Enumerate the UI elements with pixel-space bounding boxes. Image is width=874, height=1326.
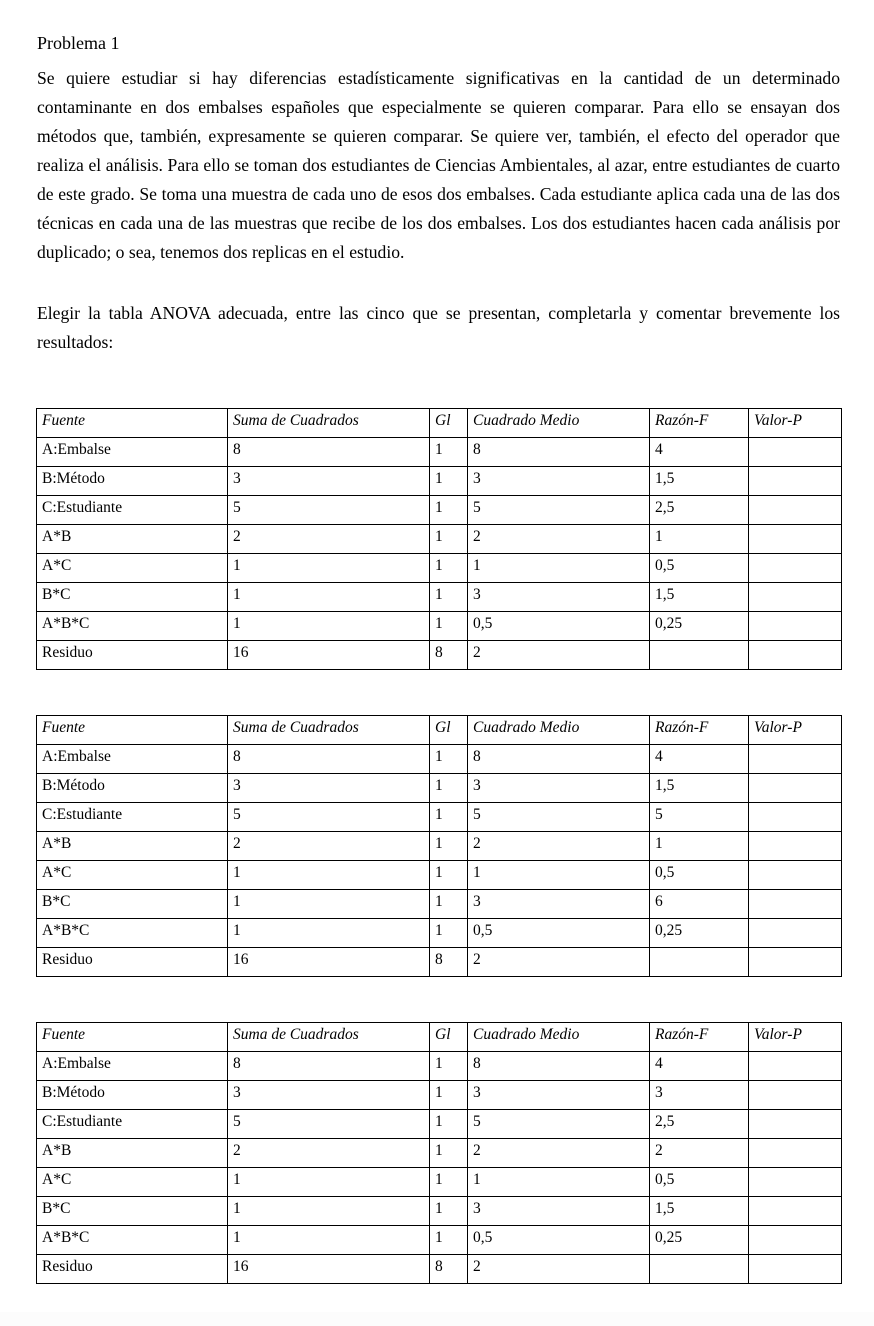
table-cell: 1 [468,554,650,583]
table-cell: 16 [228,1255,430,1284]
table-cell: 1 [430,861,468,890]
table-cell [749,890,842,919]
table-cell: 2 [468,1255,650,1284]
table-cell: 2,5 [650,496,749,525]
table-cell: 1 [430,554,468,583]
table-cell: 0,5 [468,919,650,948]
table-row [37,803,842,832]
table-cell: 1,5 [650,583,749,612]
table-cell: 1 [468,861,650,890]
table-cell [749,525,842,554]
column-header: Gl [430,716,468,745]
task-instruction-paragraph: Elegir la tabla ANOVA adecuada, entre las cinco que se presentan, completarla y comentar brevemente los resultados: [37,303,840,352]
table-row [37,1081,842,1110]
column-header: Razón-F [650,409,749,438]
table-cell: 0,5 [650,861,749,890]
column-header: Gl [430,1023,468,1052]
column-header: Gl [430,409,468,438]
table-cell: 1 [430,774,468,803]
table-cell: 1 [228,583,430,612]
table-cell: 1 [430,1110,468,1139]
table-cell: 1 [228,919,430,948]
table-cell: 1 [228,554,430,583]
table-cell: 1 [430,1226,468,1255]
table-cell: 8 [430,948,468,977]
table-cell: 3 [650,1081,749,1110]
table-row [37,1197,842,1226]
table-cell: 1 [650,832,749,861]
table-cell: 1 [228,861,430,890]
table-row [37,554,842,583]
anova-table-1 [36,408,842,670]
column-header: Fuente [37,716,228,745]
column-header: Fuente [37,1023,228,1052]
column-header: Cuadrado Medio [468,716,650,745]
table-cell [749,832,842,861]
table-cell: 2 [228,832,430,861]
table-cell [749,583,842,612]
table-cell: 3 [468,1081,650,1110]
table-cell: A:Embalse [37,438,228,467]
table-cell: 8 [468,1052,650,1081]
table-cell: 0,5 [468,612,650,641]
table-cell: B*C [37,890,228,919]
table-row [37,1226,842,1255]
table-cell: 1 [430,525,468,554]
table-cell [749,803,842,832]
table-cell: 0,25 [650,612,749,641]
table-cell: 8 [228,438,430,467]
table-cell [650,948,749,977]
table-cell: B:Método [37,774,228,803]
table-cell: 2 [228,525,430,554]
table-cell: 1 [430,438,468,467]
table-cell: 1 [430,612,468,641]
table-cell [749,774,842,803]
table-cell: 5 [650,803,749,832]
table-cell: 1 [430,1168,468,1197]
table-cell: A*B*C [37,919,228,948]
table-cell: 1 [430,803,468,832]
table-cell: 3 [228,774,430,803]
table-cell [650,1255,749,1284]
table-row [37,861,842,890]
table-cell: B:Método [37,1081,228,1110]
table-cell [650,641,749,670]
column-header: Fuente [37,409,228,438]
table-cell: C:Estudiante [37,803,228,832]
table-cell: 2 [468,948,650,977]
table-cell [749,948,842,977]
table-row [37,1139,842,1168]
table-row [37,438,842,467]
table-cell: 2 [468,1139,650,1168]
table-cell: Residuo [37,948,228,977]
table-cell: A*C [37,1168,228,1197]
table-cell [749,496,842,525]
table-cell: 5 [228,1110,430,1139]
table-cell [749,1081,842,1110]
table-row [37,1168,842,1197]
table-cell: 5 [468,496,650,525]
table-cell: 1 [430,496,468,525]
table-cell [749,1052,842,1081]
column-header: Valor-P [749,1023,842,1052]
table-cell: A*B*C [37,612,228,641]
table-cell: 2 [228,1139,430,1168]
header-row [37,716,842,745]
table-cell: 1 [430,1197,468,1226]
table-cell: 3 [228,1081,430,1110]
table-cell [749,1197,842,1226]
table-row [37,496,842,525]
table-cell: 6 [650,890,749,919]
table-cell: 1 [430,467,468,496]
table-cell: 3 [468,1197,650,1226]
table-cell [749,1139,842,1168]
table-cell: 1 [430,583,468,612]
table-cell: 8 [228,745,430,774]
table-row [37,948,842,977]
column-header: Suma de Cuadrados [228,1023,430,1052]
column-header: Suma de Cuadrados [228,409,430,438]
column-header: Razón-F [650,716,749,745]
table-row [37,641,842,670]
table-cell: 2,5 [650,1110,749,1139]
table-cell: 2 [468,525,650,554]
table-row [37,1052,842,1081]
table-cell: 0,5 [468,1226,650,1255]
table-row [37,832,842,861]
table-cell: 1,5 [650,774,749,803]
table-cell: 2 [468,641,650,670]
table-cell: A*B [37,525,228,554]
table-cell: 1 [228,1197,430,1226]
table-cell: 5 [468,803,650,832]
header-row [37,409,842,438]
table-cell: 0,5 [650,1168,749,1197]
table-cell: 16 [228,641,430,670]
table-row [37,919,842,948]
table-cell [749,1255,842,1284]
column-header: Cuadrado Medio [468,1023,650,1052]
table-cell: 1 [228,890,430,919]
table-cell [749,1110,842,1139]
table-cell: 3 [468,583,650,612]
table-cell: A*C [37,554,228,583]
table-cell: 2 [650,1139,749,1168]
table-row [37,467,842,496]
table-cell [749,612,842,641]
table-row [37,1110,842,1139]
table-row [37,612,842,641]
table-cell: B:Método [37,467,228,496]
table-cell: 1 [430,745,468,774]
table-cell: B*C [37,1197,228,1226]
column-header: Cuadrado Medio [468,409,650,438]
table-row [37,774,842,803]
table-cell: 1,5 [650,467,749,496]
table-cell: A*B [37,832,228,861]
table-cell: 8 [468,438,650,467]
table-row [37,583,842,612]
column-header: Razón-F [650,1023,749,1052]
table-cell: 1 [650,525,749,554]
table-cell: 1 [430,832,468,861]
table-cell: 5 [468,1110,650,1139]
column-header: Valor-P [749,409,842,438]
table-cell: 8 [430,641,468,670]
table-cell: 8 [430,1255,468,1284]
table-cell: 4 [650,745,749,774]
table-cell [749,919,842,948]
column-header: Valor-P [749,716,842,745]
table-row [37,745,842,774]
table-cell [749,438,842,467]
table-cell: A*C [37,861,228,890]
table-cell: 1 [430,890,468,919]
column-header: Suma de Cuadrados [228,716,430,745]
table-cell [749,554,842,583]
anova-table-3 [36,1022,842,1284]
table-cell: 3 [228,467,430,496]
table-cell [749,1226,842,1255]
table-cell [749,641,842,670]
table-cell [749,1168,842,1197]
table-cell: 0,25 [650,1226,749,1255]
table-cell: A:Embalse [37,1052,228,1081]
table-cell: 2 [468,832,650,861]
table-cell: 4 [650,1052,749,1081]
table-row [37,890,842,919]
table-cell: 1 [430,1081,468,1110]
table-cell: 3 [468,890,650,919]
table-cell: 8 [228,1052,430,1081]
table-cell: 5 [228,803,430,832]
page-bottom-edge [0,1312,874,1326]
table-cell: 1 [228,1168,430,1197]
table-cell: A:Embalse [37,745,228,774]
table-cell [749,467,842,496]
table-cell: 16 [228,948,430,977]
table-cell: 1 [228,612,430,641]
table-cell: Residuo [37,641,228,670]
table-cell: 8 [468,745,650,774]
table-cell: 1 [430,1052,468,1081]
table-cell: C:Estudiante [37,1110,228,1139]
table-cell: 1 [430,919,468,948]
table-cell [749,861,842,890]
table-cell: 0,25 [650,919,749,948]
table-cell: 4 [650,438,749,467]
table-row [37,525,842,554]
table-cell [749,745,842,774]
table-cell: 3 [468,774,650,803]
table-cell: A*B*C [37,1226,228,1255]
anova-table-2 [36,715,842,977]
table-cell: B*C [37,583,228,612]
table-cell: Residuo [37,1255,228,1284]
problem-statement-paragraph: Se quiere estudiar si hay diferencias estadísticamente significativas en la cantidad de un determinado contaminante en dos embalses españoles que especialmente se quieren comparar. Para ello se ensayan dos métodos que, también, expresamente se quieren comparar. Se quiere ver, también, el efecto del operador que realiza el análisis. Para ello se toman dos estudiantes de Ciencias Ambientales, al azar, entre estudiantes de cuarto de este grado. Se toma una muestra de cada uno de esos dos embalses. Cada estudiante aplica cada una de las dos técnicas en cada una de las muestras que recibe de los dos embalses. Los dos estudiantes hacen cada análisis por duplicado; o sea, tenemos dos replicas en el estudio. [37,68,840,262]
table-cell: 1 [228,1226,430,1255]
table-cell: A*B [37,1139,228,1168]
table-cell: 5 [228,496,430,525]
header-row [37,1023,842,1052]
table-cell: 0,5 [650,554,749,583]
table-cell: 1 [430,1139,468,1168]
table-cell: 1 [468,1168,650,1197]
table-cell: 1,5 [650,1197,749,1226]
table-cell: 3 [468,467,650,496]
table-cell: C:Estudiante [37,496,228,525]
page-title: Problema 1 [37,33,120,53]
table-row [37,1255,842,1284]
